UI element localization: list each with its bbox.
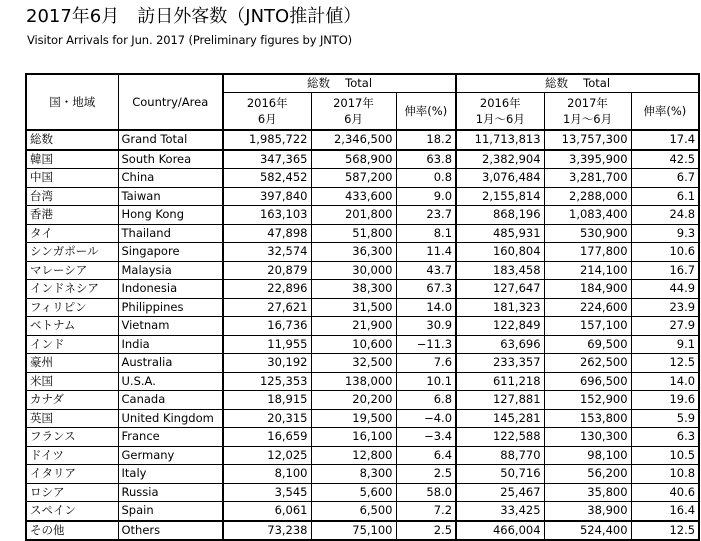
header-group-month: 総数 Total: [223, 74, 456, 93]
cell-country-en: Vietnam: [118, 317, 223, 336]
cell-ytd-2017: 157,100: [544, 317, 631, 336]
cell-month-2017: 568,900: [311, 150, 396, 169]
cell-month-2016: 27,621: [223, 298, 311, 317]
cell-ytd-2016: 11,713,813: [456, 130, 544, 150]
table-row: [26, 372, 699, 391]
table-row: [26, 298, 699, 317]
page-title: 2017年6月 訪日外客数（JNTO推計値）: [26, 6, 362, 27]
cell-country-jp: インド: [26, 335, 118, 354]
cell-country-jp: 豪州: [26, 354, 118, 373]
table-row: [26, 224, 699, 243]
header-country-jp: 国・地域: [26, 74, 118, 130]
cell-country-en: Spain: [118, 502, 223, 521]
header-group-ytd: 総数 Total: [456, 74, 699, 93]
cell-ytd-2016: 181,323: [456, 298, 544, 317]
page-subtitle: Visitor Arrivals for Jun. 2017 (Preliminary figures by JNTO): [27, 33, 353, 47]
cell-month-2016: 16,736: [223, 317, 311, 336]
cell-ytd-2016: 868,196: [456, 206, 544, 225]
table-row: [26, 409, 699, 428]
cell-ytd-2016: 25,467: [456, 483, 544, 502]
cell-ytd-2017: 224,600: [544, 298, 631, 317]
cell-ytd-growth: 6.3: [631, 428, 699, 447]
cell-ytd-growth: 44.9: [631, 280, 699, 299]
cell-month-growth: 18.2: [396, 130, 456, 150]
cell-country-en: France: [118, 428, 223, 447]
cell-month-2017: 12,800: [311, 446, 396, 465]
cell-ytd-2016: 122,588: [456, 428, 544, 447]
cell-month-2016: 397,840: [223, 187, 311, 206]
cell-ytd-2016: 233,357: [456, 354, 544, 373]
cell-country-en: Hong Kong: [118, 206, 223, 225]
cell-ytd-2017: 56,200: [544, 465, 631, 484]
cell-ytd-2017: 35,800: [544, 483, 631, 502]
cell-month-growth: 67.3: [396, 280, 456, 299]
cell-month-growth: 9.0: [396, 187, 456, 206]
cell-month-growth: 23.7: [396, 206, 456, 225]
cell-ytd-2017: 13,757,300: [544, 130, 631, 150]
cell-month-growth: 63.8: [396, 150, 456, 169]
cell-country-en: Taiwan: [118, 187, 223, 206]
table-row: [26, 335, 699, 354]
cell-ytd-growth: 16.4: [631, 502, 699, 521]
table-row: [26, 206, 699, 225]
cell-country-en: U.S.A.: [118, 372, 223, 391]
cell-country-jp: 韓国: [26, 150, 118, 169]
cell-ytd-growth: 12.5: [631, 354, 699, 373]
cell-ytd-growth: 6.7: [631, 169, 699, 188]
cell-month-2017: 16,100: [311, 428, 396, 447]
cell-month-2017: 32,500: [311, 354, 396, 373]
cell-country-jp: その他: [26, 521, 118, 541]
cell-month-2017: 75,100: [311, 521, 396, 541]
cell-ytd-growth: 6.1: [631, 187, 699, 206]
cell-month-2017: 433,600: [311, 187, 396, 206]
cell-month-2016: 582,452: [223, 169, 311, 188]
cell-month-2016: 3,545: [223, 483, 311, 502]
cell-month-2017: 10,600: [311, 335, 396, 354]
cell-month-2017: 31,500: [311, 298, 396, 317]
cell-month-2016: 12,025: [223, 446, 311, 465]
table-row: [26, 502, 699, 521]
cell-ytd-2017: 262,500: [544, 354, 631, 373]
cell-country-en: United Kingdom: [118, 409, 223, 428]
cell-month-2017: 38,300: [311, 280, 396, 299]
cell-month-2016: 32,574: [223, 243, 311, 262]
cell-month-growth: 30.9: [396, 317, 456, 336]
table-row: [26, 317, 699, 336]
cell-ytd-2016: 127,881: [456, 391, 544, 410]
cell-ytd-2017: 696,500: [544, 372, 631, 391]
cell-country-jp: 台湾: [26, 187, 118, 206]
cell-ytd-2017: 177,800: [544, 243, 631, 262]
cell-country-jp: ベトナム: [26, 317, 118, 336]
cell-ytd-2016: 160,804: [456, 243, 544, 262]
cell-month-growth: 10.1: [396, 372, 456, 391]
cell-ytd-2017: 153,800: [544, 409, 631, 428]
cell-country-en: Italy: [118, 465, 223, 484]
table-row: [26, 261, 699, 280]
cell-month-growth: 14.0: [396, 298, 456, 317]
cell-ytd-2017: 98,100: [544, 446, 631, 465]
cell-month-2016: 22,896: [223, 280, 311, 299]
cell-ytd-growth: 9.1: [631, 335, 699, 354]
cell-ytd-growth: 10.8: [631, 465, 699, 484]
cell-ytd-2017: 2,288,000: [544, 187, 631, 206]
cell-country-jp: フィリピン: [26, 298, 118, 317]
cell-country-jp: カナダ: [26, 391, 118, 410]
cell-ytd-growth: 12.5: [631, 521, 699, 541]
table-row: [26, 483, 699, 502]
cell-month-2016: 16,659: [223, 428, 311, 447]
cell-ytd-growth: 14.0: [631, 372, 699, 391]
visitor-arrivals-table: [25, 73, 700, 541]
cell-country-en: Indonesia: [118, 280, 223, 299]
cell-country-jp: ドイツ: [26, 446, 118, 465]
table-row: [26, 521, 699, 541]
header-country-en: Country/Area: [118, 74, 223, 130]
cell-ytd-2017: 38,900: [544, 502, 631, 521]
cell-month-2017: 587,200: [311, 169, 396, 188]
cell-ytd-2016: 50,716: [456, 465, 544, 484]
cell-month-2016: 73,238: [223, 521, 311, 541]
cell-ytd-growth: 10.5: [631, 446, 699, 465]
cell-ytd-2016: 183,458: [456, 261, 544, 280]
cell-country-en: India: [118, 335, 223, 354]
header-month-2016: 2016年 6月: [223, 93, 311, 131]
cell-month-growth: −3.4: [396, 428, 456, 447]
cell-ytd-2017: 3,395,900: [544, 150, 631, 169]
cell-country-jp: タイ: [26, 224, 118, 243]
cell-month-2017: 2,346,500: [311, 130, 396, 150]
table-row: [26, 354, 699, 373]
cell-month-growth: 11.4: [396, 243, 456, 262]
cell-country-jp: 米国: [26, 372, 118, 391]
cell-month-2016: 1,985,722: [223, 130, 311, 150]
cell-month-2017: 21,900: [311, 317, 396, 336]
cell-month-growth: 2.5: [396, 521, 456, 541]
table-row: [26, 446, 699, 465]
cell-country-en: Others: [118, 521, 223, 541]
cell-ytd-2016: 145,281: [456, 409, 544, 428]
cell-month-2016: 47,898: [223, 224, 311, 243]
cell-country-en: Malaysia: [118, 261, 223, 280]
cell-ytd-2017: 3,281,700: [544, 169, 631, 188]
cell-country-en: Russia: [118, 483, 223, 502]
cell-ytd-2016: 122,849: [456, 317, 544, 336]
cell-month-2016: 11,955: [223, 335, 311, 354]
cell-month-growth: 7.2: [396, 502, 456, 521]
cell-month-2017: 6,500: [311, 502, 396, 521]
table-row: [26, 428, 699, 447]
cell-ytd-2017: 524,400: [544, 521, 631, 541]
cell-country-en: China: [118, 169, 223, 188]
cell-month-2016: 20,315: [223, 409, 311, 428]
cell-country-jp: スペイン: [26, 502, 118, 521]
cell-month-2017: 138,000: [311, 372, 396, 391]
cell-country-en: Philippines: [118, 298, 223, 317]
cell-ytd-2016: 63,696: [456, 335, 544, 354]
cell-month-2017: 19,500: [311, 409, 396, 428]
table-row: [26, 187, 699, 206]
cell-ytd-growth: 9.3: [631, 224, 699, 243]
cell-ytd-2016: 611,218: [456, 372, 544, 391]
cell-ytd-2017: 69,500: [544, 335, 631, 354]
cell-month-growth: 43.7: [396, 261, 456, 280]
cell-month-2017: 20,200: [311, 391, 396, 410]
cell-ytd-2016: 2,155,814: [456, 187, 544, 206]
cell-month-2016: 18,915: [223, 391, 311, 410]
cell-month-2016: 30,192: [223, 354, 311, 373]
cell-month-growth: −4.0: [396, 409, 456, 428]
cell-ytd-2016: 485,931: [456, 224, 544, 243]
cell-ytd-2016: 3,076,484: [456, 169, 544, 188]
cell-month-2016: 20,879: [223, 261, 311, 280]
cell-ytd-growth: 27.9: [631, 317, 699, 336]
cell-country-jp: 総数: [26, 130, 118, 150]
table-row: [26, 280, 699, 299]
cell-month-growth: 58.0: [396, 483, 456, 502]
cell-country-jp: フランス: [26, 428, 118, 447]
cell-ytd-2017: 1,083,400: [544, 206, 631, 225]
cell-country-en: Singapore: [118, 243, 223, 262]
cell-month-2016: 163,103: [223, 206, 311, 225]
cell-month-2016: 347,365: [223, 150, 311, 169]
table-row: [26, 150, 699, 169]
header-ytd-2017: 2017年 1月～6月: [544, 93, 631, 131]
header-month-growth: 伸率(%): [396, 93, 456, 131]
cell-country-jp: シンガポール: [26, 243, 118, 262]
cell-country-en: Germany: [118, 446, 223, 465]
cell-ytd-growth: 40.6: [631, 483, 699, 502]
cell-ytd-2017: 184,900: [544, 280, 631, 299]
cell-month-growth: 6.4: [396, 446, 456, 465]
cell-ytd-growth: 10.6: [631, 243, 699, 262]
cell-month-2017: 8,300: [311, 465, 396, 484]
cell-ytd-2016: 466,004: [456, 521, 544, 541]
cell-month-growth: −11.3: [396, 335, 456, 354]
cell-ytd-2017: 530,900: [544, 224, 631, 243]
header-ytd-growth: 伸率(%): [631, 93, 699, 131]
cell-country-en: Thailand: [118, 224, 223, 243]
cell-country-en: Grand Total: [118, 130, 223, 150]
cell-month-2017: 5,600: [311, 483, 396, 502]
cell-country-jp: ロシア: [26, 483, 118, 502]
cell-ytd-growth: 23.9: [631, 298, 699, 317]
table-row: [26, 169, 699, 188]
cell-month-growth: 6.8: [396, 391, 456, 410]
cell-month-2017: 51,800: [311, 224, 396, 243]
cell-ytd-2017: 130,300: [544, 428, 631, 447]
cell-ytd-growth: 24.8: [631, 206, 699, 225]
cell-country-jp: マレーシア: [26, 261, 118, 280]
cell-country-en: Canada: [118, 391, 223, 410]
header-ytd-2016: 2016年 1月～6月: [456, 93, 544, 131]
cell-country-jp: 英国: [26, 409, 118, 428]
cell-month-growth: 8.1: [396, 224, 456, 243]
header-month-2017: 2017年 6月: [311, 93, 396, 131]
table-row: [26, 243, 699, 262]
cell-country-jp: 中国: [26, 169, 118, 188]
cell-country-en: Australia: [118, 354, 223, 373]
cell-ytd-2016: 2,382,904: [456, 150, 544, 169]
cell-ytd-growth: 17.4: [631, 130, 699, 150]
table-row: [26, 391, 699, 410]
cell-month-2017: 36,300: [311, 243, 396, 262]
cell-ytd-2016: 88,770: [456, 446, 544, 465]
cell-month-2016: 8,100: [223, 465, 311, 484]
cell-ytd-2017: 152,900: [544, 391, 631, 410]
cell-ytd-2017: 214,100: [544, 261, 631, 280]
cell-country-jp: イタリア: [26, 465, 118, 484]
cell-ytd-growth: 42.5: [631, 150, 699, 169]
table-row-grand-total: [26, 130, 699, 150]
cell-month-2016: 6,061: [223, 502, 311, 521]
cell-ytd-2016: 33,425: [456, 502, 544, 521]
cell-month-growth: 2.5: [396, 465, 456, 484]
cell-ytd-2016: 127,647: [456, 280, 544, 299]
cell-ytd-growth: 16.7: [631, 261, 699, 280]
cell-month-growth: 0.8: [396, 169, 456, 188]
cell-country-jp: 香港: [26, 206, 118, 225]
cell-month-2017: 201,800: [311, 206, 396, 225]
cell-month-2017: 30,000: [311, 261, 396, 280]
cell-month-growth: 7.6: [396, 354, 456, 373]
cell-country-en: South Korea: [118, 150, 223, 169]
table-row: [26, 465, 699, 484]
cell-month-2016: 125,353: [223, 372, 311, 391]
cell-ytd-growth: 19.6: [631, 391, 699, 410]
cell-ytd-growth: 5.9: [631, 409, 699, 428]
cell-country-jp: インドネシア: [26, 280, 118, 299]
